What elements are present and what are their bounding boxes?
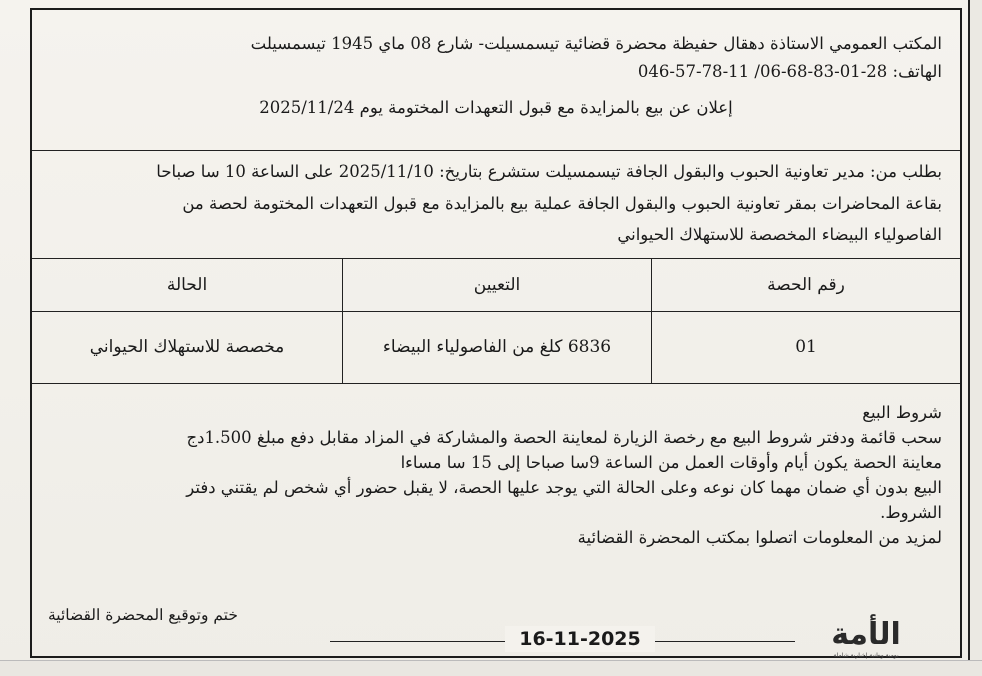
column-header-designation: التعيين <box>342 259 651 311</box>
signature-label: ختم وتوقيع المحضرة القضائية <box>48 606 238 624</box>
date-rule-right <box>655 641 795 642</box>
header-divider <box>32 150 960 151</box>
condition-line-4: الشروط. <box>880 503 942 522</box>
designation-cell: 6836 كلغ من الفاصولياء البيضاء <box>342 311 651 383</box>
intro-line-2: بقاعة المحاضرات بمقر تعاونية الحبوب والبقول الجافة عملية بيع بالمزايدة مع قبول التعهدات المختومة لحصة من <box>182 194 942 213</box>
conditions-title: شروط البيع <box>862 403 942 422</box>
adjacent-column-edge <box>968 0 982 662</box>
status-cell: مخصصة للاستهلاك الحيواني <box>89 337 285 357</box>
announcement-title: إعلان عن بيع بالمزايدة مع قبول التعهدات المختومة يوم 2025/11/24 <box>259 98 733 117</box>
table-row <box>32 311 960 383</box>
date-rule-left <box>330 641 505 642</box>
logo-tagline: يومية وطنية إخبارية شاملة <box>833 652 899 659</box>
lot-number-cell: 01 <box>651 311 960 383</box>
logo-wordmark: الأمة <box>831 617 901 652</box>
condition-line-3: البيع بدون أي ضمان مهما كان نوعه وعلى الحالة التي يوجد عليها الحصة، لا يقبل حضور أي شخص لم يقتني دفتر <box>186 478 942 497</box>
intro-line-1: بطلب من: مدير تعاونية الحبوب والبقول الجافة تيسمسيلت ستشرع بتاريخ: 2025/11/10 على الساعة 10 سا صباحا <box>156 162 942 181</box>
intro-line-3: الفاصولياء البيضاء المخصصة للاستهلاك الحيواني <box>617 225 942 244</box>
condition-line-1: سحب قائمة ودفتر شروط البيع مع رخصة الزيارة لمعاينة الحصة والمشاركة في المزاد مقابل دفع مبلغ 1.500دج <box>186 428 942 447</box>
sale-conditions <box>50 400 942 550</box>
table-header-row <box>32 259 960 312</box>
column-header-status: الحالة <box>166 275 208 295</box>
publication-date: 16-11-2025 <box>505 626 655 652</box>
newspaper-logo <box>810 618 922 658</box>
condition-line-5: لمزيد من المعلومات اتصلوا بمكتب المحضرة القضائية <box>577 528 942 547</box>
condition-line-2: معاينة الحصة يكون أيام وأوقات العمل من الساعة 9سا صباحا إلى 15 سا مساءا <box>400 453 942 472</box>
phone-line: الهاتف: 28-01-83-68-06/ 11-78-57-046 <box>637 62 942 81</box>
office-address-line: المكتب العمومي الاستاذة دهقال حفيظة محضرة قضائية تيسمسيلت- شارع 08 ماي 1945 تيسمسيلت <box>250 34 942 53</box>
column-header-lot-number: رقم الحصة <box>651 259 960 311</box>
announcement-frame <box>30 8 962 658</box>
page-bottom-strip <box>0 660 982 676</box>
lots-table <box>32 258 960 384</box>
